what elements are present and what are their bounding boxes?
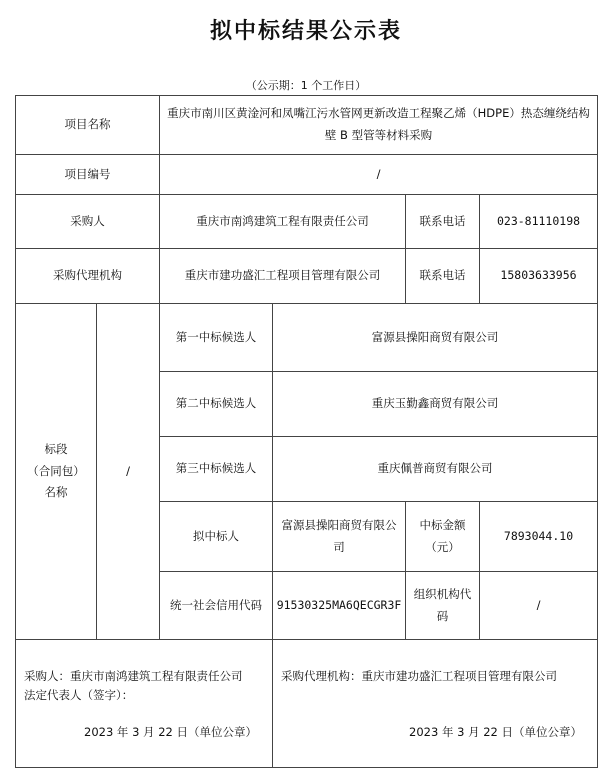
purchaser-phone-value: 023-81110198 [480,195,598,249]
publicity-period: （公示期：1 个工作日） [245,79,367,92]
purchaser-date: 2023 年 3 月 22 日（单位公章） [84,725,257,739]
candidate-1-label: 第一中标候选人 [160,304,273,372]
winner-value: 富源县操阳商贸有限公司 [273,502,406,572]
agency-sign-line: 采购代理机构：重庆市建功盛汇工程项目管理有限公司 [281,669,557,683]
candidate-3-value: 重庆佩普商贸有限公司 [273,437,598,502]
agency-label: 采购代理机构 [16,249,160,304]
agency-phone-label: 联系电话 [406,249,480,304]
row-agency [16,249,598,304]
lot-label-line3: 名称 [44,485,68,500]
amount-value: 7893044.10 [480,502,598,572]
legal-rep-line: 法定代表人（签字）： [24,688,134,702]
row-seals [16,640,598,768]
project-name-value: 重庆市南川区黄淦河和凤嘴江污水管网更新改造工程聚乙烯（HDPE）热态缠绕结构壁 B 型管等材料采购 [160,96,598,155]
org-code-value: / [480,572,598,640]
lot-label-line2: （合同包） [27,463,85,478]
credit-code-value: 91530325MA6QECGR3F [273,572,406,640]
candidate-1-value: 富源县操阳商贸有限公司 [273,304,598,372]
purchaser-phone-label: 联系电话 [406,195,480,249]
project-code-value: / [160,155,598,195]
page-title: 拟中标结果公示表 [209,18,402,44]
winner-label: 拟中标人 [160,502,273,572]
org-code-label: 组织机构代码 [406,572,480,640]
row-project-code [16,155,598,195]
lot-name-label [16,304,97,640]
agency-value: 重庆市建功盛汇工程项目管理有限公司 [160,249,406,304]
purchaser-label: 采购人 [16,195,160,249]
lot-name-value: / [97,304,160,640]
amount-label: 中标金额（元） [406,502,480,572]
agency-seal-cell [273,640,598,768]
project-name-label: 项目名称 [16,96,160,155]
row-purchaser [16,195,598,249]
row-candidate-1 [16,304,598,372]
candidate-2-value: 重庆玉勤鑫商贸有限公司 [273,372,598,437]
purchaser-sign-line: 采购人：重庆市南鸿建筑工程有限责任公司 [24,669,243,683]
candidate-2-label: 第二中标候选人 [160,372,273,437]
purchaser-seal-cell [16,640,273,768]
purchaser-value: 重庆市南鸿建筑工程有限责任公司 [160,195,406,249]
project-code-label: 项目编号 [16,155,160,195]
agency-date: 2023 年 3 月 22 日（单位公章） [409,725,583,739]
agency-phone-value: 15803633956 [480,249,598,304]
lot-label-line1: 标段 [44,441,68,456]
result-table [15,95,598,768]
row-project-name [16,96,598,155]
candidate-3-label: 第三中标候选人 [160,437,273,502]
credit-code-label: 统一社会信用代码 [160,572,273,640]
